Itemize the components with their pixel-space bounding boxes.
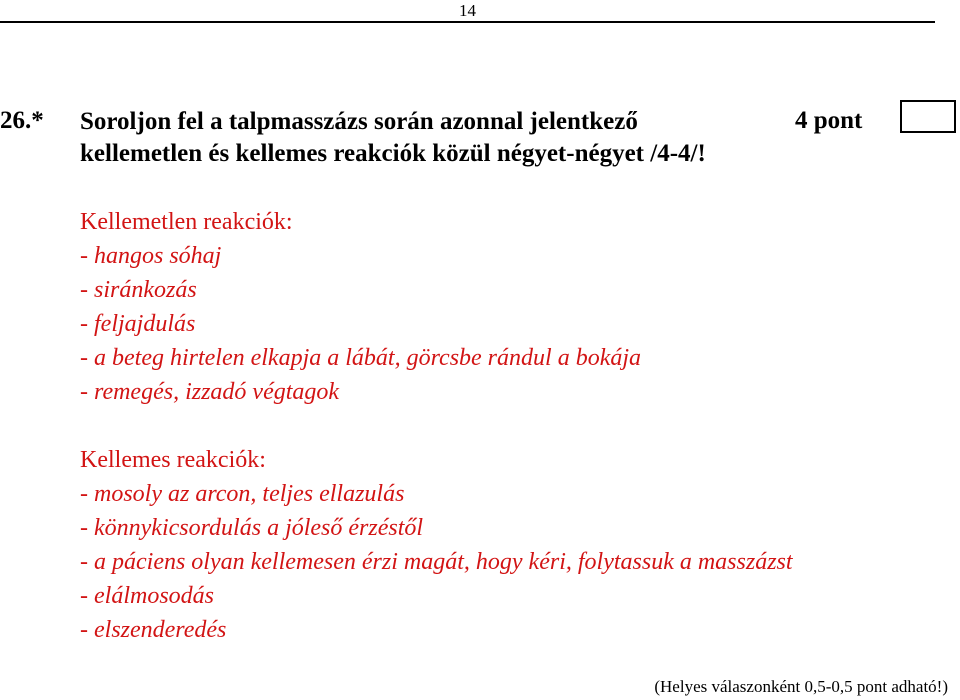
unpleasant-reaction-item: - siránkozás [80, 277, 197, 303]
pleasant-reaction-item: - elálmosodás [80, 583, 214, 609]
pleasant-reactions-heading: Kellemes reakciók: [80, 447, 266, 473]
unpleasant-reaction-item: - a beteg hirtelen elkapja a lábát, görcsbe rándul a bokája [80, 345, 642, 371]
pleasant-reaction-item: - a páciens olyan kellemesen érzi magát, hogy kéri, folytassuk a masszázst [80, 549, 793, 575]
task-question-line-2: kellemetlen és kellemes reakciók közül négyet-négyet /4-4/! [80, 140, 706, 167]
answer-block [80, 205, 793, 647]
unpleasant-reaction-item: - remegés, izzadó végtagok [80, 379, 340, 405]
score-box[interactable] [900, 100, 956, 133]
pleasant-reaction-item: - könnykicsordulás a jóleső érzéstől [80, 515, 424, 541]
task-number: 26.* [0, 107, 44, 134]
page-number: 14 [459, 1, 476, 20]
pleasant-reaction-item: - elszenderedés [80, 617, 227, 643]
task-points: 4 pont [795, 107, 863, 134]
header-rule [0, 21, 935, 23]
unpleasant-reaction-item: - hangos sóhaj [80, 243, 222, 269]
task-question [80, 106, 706, 170]
scoring-note: (Helyes válaszonként 0,5-0,5 pont adható!) [654, 677, 948, 696]
section-spacer [80, 409, 793, 443]
unpleasant-reaction-item: - feljajdulás [80, 311, 196, 337]
task-question-line-1: Soroljon fel a talpmasszázs során azonnal jelentkező [80, 108, 638, 135]
unpleasant-reactions-heading: Kellemetlen reakciók: [80, 209, 293, 235]
pleasant-reaction-item: - mosoly az arcon, teljes ellazulás [80, 481, 405, 507]
